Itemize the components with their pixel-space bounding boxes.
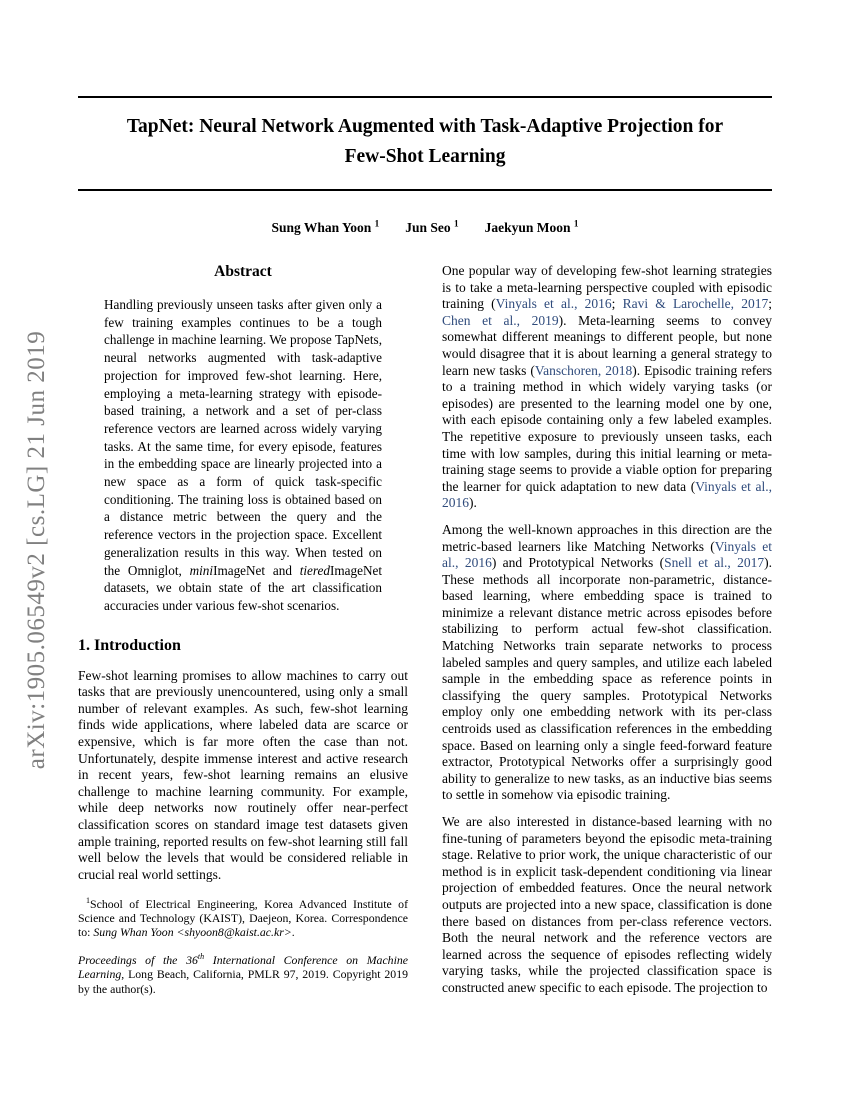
- arxiv-watermark: arXiv:1905.06549v2 [cs.LG] 21 Jun 2019: [23, 330, 50, 770]
- paper-title: [78, 112, 772, 172]
- affiliation-footnote: [78, 898, 408, 939]
- author-3-name: Jaekyun Moon: [484, 220, 571, 235]
- text-segment: ) and Prototypical Networks (: [491, 555, 665, 571]
- text-segment: ). Meta-learning seems to convey somewhat different meanings to different people, but none would disagree that it is about learning a general strategy to learn new tasks (: [442, 312, 772, 378]
- body-paragraph-3: [442, 814, 772, 997]
- text-segment: School of Electrical Engineering, Korea Advanced Institute of Science and Technology (KAIST), Daejeon, Korea. Correspondence to:: [78, 897, 408, 939]
- proceedings-copyright-note: [78, 953, 408, 997]
- text-segment: Sung Whan Yoon <shyoon8@kaist.ac.kr>: [93, 924, 292, 939]
- citation-link[interactable]: Chen et al., 2019: [442, 312, 559, 328]
- body-paragraph-1: [442, 263, 772, 512]
- paper-title-line2: Few-Shot Learning: [344, 146, 506, 167]
- author-1-name: Sung Whan Yoon: [271, 220, 372, 235]
- text-segment: Handling previously unseen tasks after given only a few training examples continues to be a tough challenge in machine learning. We propose TapNets, neural networks augmented with task-adaptive projection for improved few-shot learning. Here, employing a meta-learning strategy with episode-based training, a network and a set of per-class reference vectors are learned across widely varying tasks. At the same time, for every episode, features in the embedding space are linearly projected into a new space as a form of quick task-specific conditioning. The training loss is obtained based on a distance metric between the query and the reference vectors in the projection space. Excellent generalization results in this way. When tested on the Omniglot,: [104, 297, 382, 578]
- text-segment: ;: [768, 296, 772, 312]
- text-segment: ImageNet and: [213, 562, 300, 578]
- text-segment: mini: [189, 562, 214, 578]
- body-paragraph-2: [442, 522, 772, 804]
- abstract-heading: Abstract: [214, 263, 272, 280]
- left-column: [78, 263, 408, 997]
- introduction-paragraph: Few-shot learning promises to allow machines to carry out tasks that are previously unencountered, using only a small number of relevant examples. As such, few-shot learning finds wide applications, where labeled data are scarce or expensive, which is far more often the case than not. Unfortunately, despite immense interest and active research in recent years, few-shot learning remains an elusive challenge to machine learning community. For example, while deep networks now routinely offer near-perfect classification scores on standard image test datasets given ample training, reported results on few-shot learning still fall well below the levels that would be considered reliable in crucial real world settings.: [78, 667, 408, 882]
- citation-link[interactable]: Vinyals et al., 2016: [442, 538, 773, 571]
- text-segment: International Conference on Machine Learning: [78, 952, 408, 982]
- author-1: [271, 220, 379, 235]
- author-3-affiliation-mark: 1: [573, 218, 579, 229]
- author-1-affiliation-mark: 1: [374, 218, 380, 229]
- text-segment: Proceedings of the 36: [78, 952, 198, 967]
- text-segment: We are also interested in distance-based learning with no fine-tuning of parameters beyond the episodic meta-training stage. Relative to prior work, the unique characteristic of our method is in explicit task-dependent conditioning via linear projection of embedded features. Once the neural network outputs are projected into a new space, classification is done there based on distances from per-class reference vectors. Both the neural network and the reference vectors are learned across the sequence of episodes reflecting widely varying tasks, while the projected classification space is constructed anew specific to each episode. The projection to: [442, 814, 772, 995]
- author-3: [485, 220, 579, 235]
- text-segment: One popular way of developing few-shot learning strategies is to take a meta-learning perspective coupled with episodic training (: [442, 263, 772, 312]
- citation-link[interactable]: Vinyals et al., 2016: [442, 478, 772, 511]
- author-2: [405, 220, 458, 235]
- author-2-affiliation-mark: 1: [454, 218, 459, 229]
- authors-line: [78, 220, 772, 236]
- text-segment: ImageNet datasets, we obtain state of the art classification accuracies under various few-shot scenarios.: [104, 562, 383, 613]
- text-segment: 1: [86, 896, 91, 906]
- text-segment: Among the well-known approaches in this direction are the metric-based learners like Matching Networks (: [442, 521, 772, 554]
- right-column: [442, 263, 772, 997]
- text-segment: , Long Beach, California, PMLR 97, 2019. Copyright 2019 by the author(s).: [78, 967, 408, 996]
- author-2-name: Jun Seo: [405, 220, 451, 235]
- title-rule: [78, 189, 772, 191]
- paper-title-line1: TapNet: Neural Network Augmented with Task-Adaptive Projection for: [126, 116, 724, 137]
- abstract-text: [104, 296, 382, 615]
- text-segment: ). These methods all incorporate non-parametric, distance-based learning, where embedding space is trained to minimize a relevant distance metric across episodes before stabilizing to perform actual few-shot classification. Matching Networks train separate networks to process labeled samples and query samples, and utilize each labeled sample in the embedding space as reference points in classifying the query samples. Prototypical Networks employ only one embedding network with its per-class centroids used as classification references in the embedding space. Based on learning only a single feed-forward feature extractor, Prototypical Networks offer a surprisingly good ability to generalize to new tasks, as an inductive bias seems to settle in somehow via episodic training.: [442, 555, 772, 803]
- citation-link[interactable]: Snell et al., 2017: [664, 555, 765, 571]
- citation-link[interactable]: Vinyals et al., 2016: [495, 296, 612, 312]
- text-segment: .: [291, 924, 295, 939]
- text-segment: th: [197, 951, 205, 961]
- text-segment: ). Episodic training refers to a training method in which widely varying tasks (or episodes) are presented to the learning model one by one, with each episode containing only a few labeled examples. The repetitive exposure to previously unseen tasks, each time with low samples, during this initial learning or meta-training stage seems to provide a viable option for preparing the learner for quick adaptation to new data (: [442, 362, 773, 494]
- section-heading-introduction: 1. Introduction: [78, 636, 181, 654]
- citation-link[interactable]: Vanschoren, 2018: [534, 362, 633, 378]
- top-rule: [78, 96, 772, 98]
- citation-link[interactable]: Ravi & Larochelle, 2017: [622, 296, 769, 312]
- text-segment: tiered: [299, 562, 331, 578]
- text-segment: ).: [469, 495, 477, 511]
- text-segment: ;: [611, 296, 623, 312]
